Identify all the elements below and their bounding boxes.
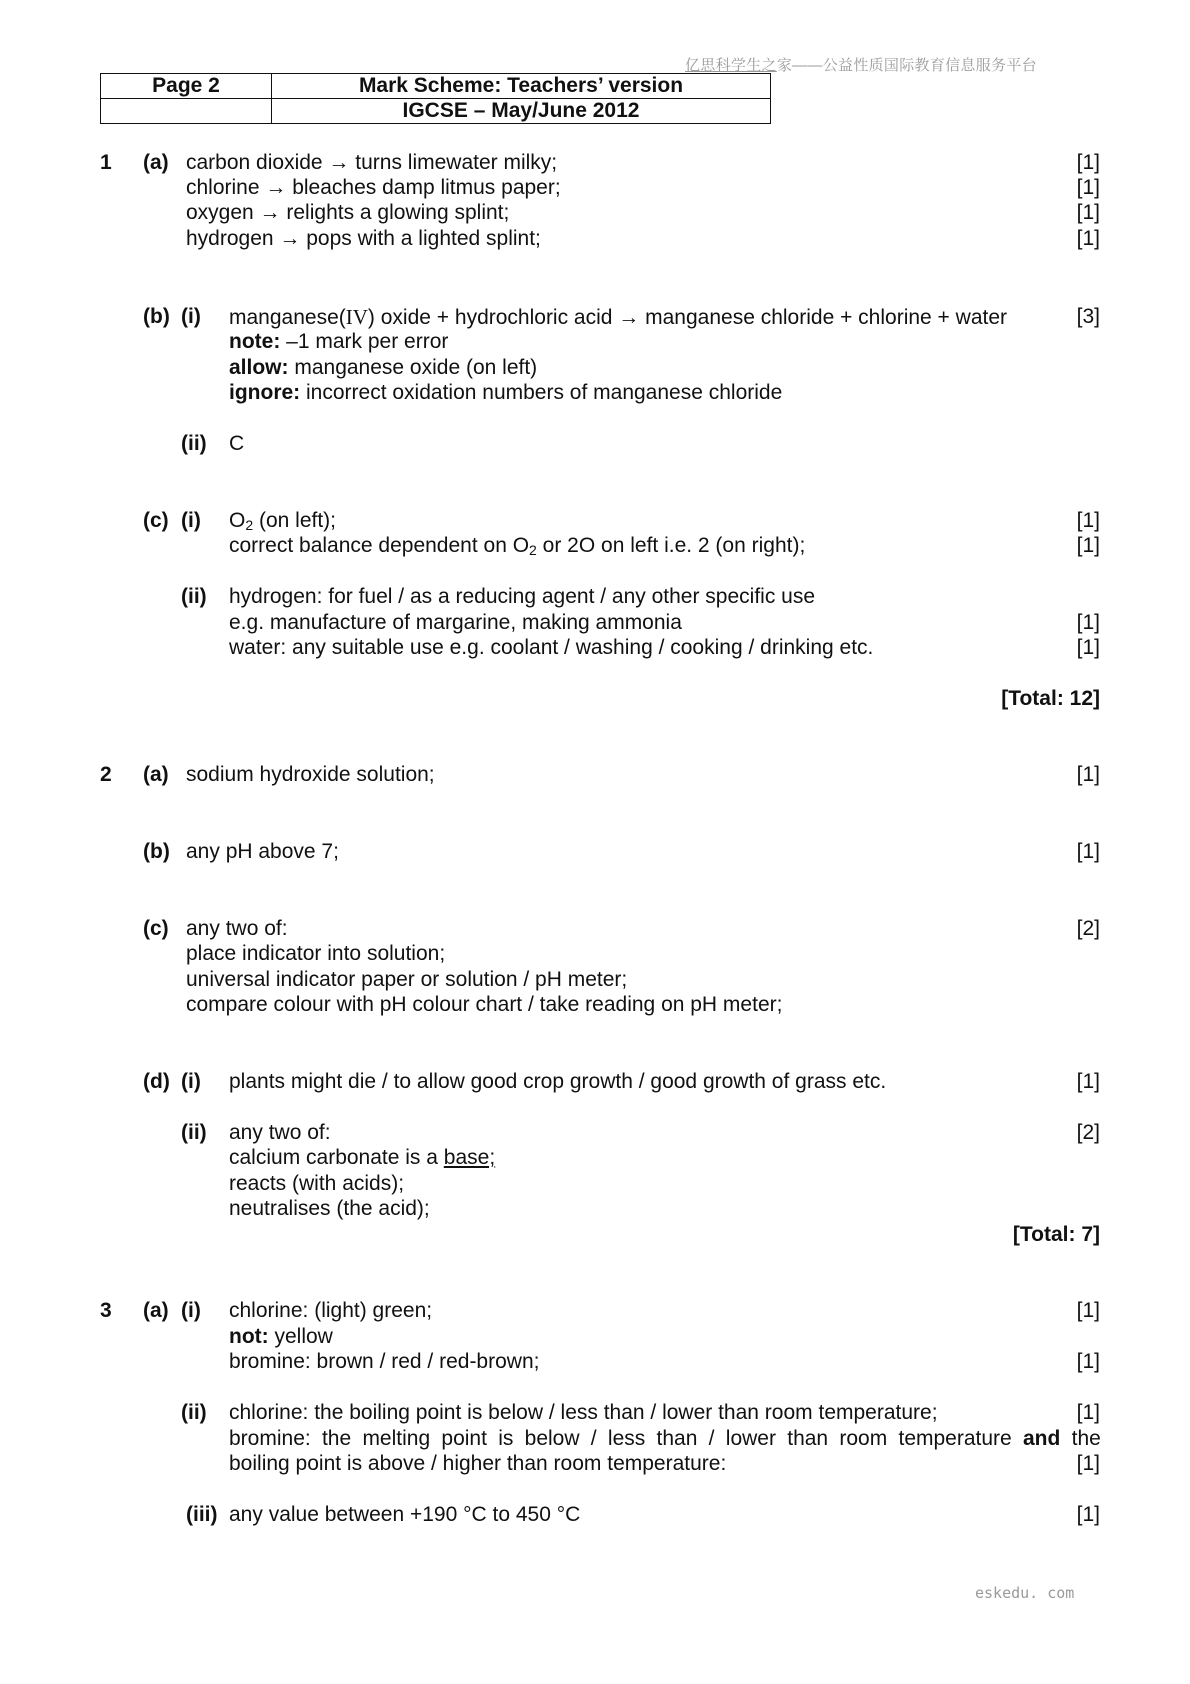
q1-c-label: (c) <box>143 509 169 532</box>
q1-b-i-roman: IV <box>345 305 368 329</box>
and-keyword: and <box>1023 1427 1061 1450</box>
q2-c-line-3: universal indicator paper or solution / pH meter; <box>186 968 628 991</box>
q1-b-i-allow <box>229 355 537 381</box>
q1-b-i-ignore <box>229 380 782 406</box>
q1-number: 1 <box>100 151 112 174</box>
q3-a-ii-mark-1: [1] <box>1076 1401 1100 1424</box>
q3-a-ii-line-2-word: room <box>839 1427 888 1450</box>
header-title: Mark Scheme: Teachers’ version <box>272 74 771 99</box>
q2-d-ii-line-1: any two of: <box>229 1121 331 1144</box>
q1-c-ii-line-3: water: any suitable use e.g. coolant / washing / cooking / drinking etc. <box>229 636 874 659</box>
q3-a-iii-text: any value between +190 °C to 450 °C <box>229 1503 581 1526</box>
q1-b-ii-text: C <box>229 432 245 455</box>
q1-c-i-l2b: or 2O on left i.e. 2 (on right); <box>536 534 806 557</box>
q2-d-label: (d) <box>143 1070 170 1093</box>
q3-a-ii-line-2-word: point <box>441 1427 487 1450</box>
q2-d-ii-line-2 <box>229 1145 495 1171</box>
q2-d-ii-underlined-base: base; <box>443 1146 496 1169</box>
header-exam: IGCSE – May/June 2012 <box>272 99 771 124</box>
note-text: –1 mark per error <box>280 330 449 353</box>
q1-b-i-line-1a: manganese( <box>229 306 346 329</box>
q3-a-ii-line-2-word: / <box>708 1427 715 1450</box>
q1-c-ii-line-2: e.g. manufacture of margarine, making ammonia <box>229 611 682 634</box>
q1-c-ii-mark-2: [1] <box>1076 611 1100 634</box>
header-table <box>100 73 771 124</box>
q3-a-ii-label: (ii) <box>181 1401 207 1424</box>
q2-d-i-mark: [1] <box>1076 1070 1100 1093</box>
q2-d-ii-mark: [2] <box>1076 1121 1100 1144</box>
q1-b-i-line-1 <box>229 304 1007 330</box>
q2-a-text: sodium hydroxide solution; <box>186 763 435 786</box>
allow-keyword: allow: <box>229 356 289 379</box>
q2-total: [Total: 7] <box>1012 1223 1100 1246</box>
q3-a-ii-line-2-word: than <box>656 1427 698 1450</box>
q3-a-ii-line-2-word: temperature <box>898 1427 1012 1450</box>
q1-c-i-line-1 <box>229 508 336 534</box>
q2-b-label: (b) <box>143 840 170 863</box>
q3-a-ii-line-2-word: / <box>590 1427 597 1450</box>
q3-a-ii-line-2-end: the <box>1071 1427 1101 1450</box>
q3-a-ii-line-2-word: below <box>524 1427 580 1450</box>
q2-d-i-text: plants might die / to allow good crop growth / good growth of grass etc. <box>229 1070 887 1093</box>
q2-c-line-1: any two of: <box>186 917 288 940</box>
q1-c-i-mark-1: [1] <box>1076 509 1100 532</box>
q3-a-ii-line-3: boiling point is above / higher than room temperature: <box>229 1452 727 1475</box>
q1-b-label: (b) <box>143 305 170 328</box>
header-empty-cell <box>101 99 272 124</box>
q1-a-line-1: carbon dioxide → turns limewater milky; <box>186 151 558 174</box>
q1-c-i-l1a: O <box>229 509 246 532</box>
q3-a-ii-line-1: chlorine: the boiling point is below / less than / lower than room temperature; <box>229 1401 938 1424</box>
q2-a-label: (a) <box>143 763 169 786</box>
q3-a-ii-line-2 <box>229 1426 1101 1452</box>
q2-c-label: (c) <box>143 917 169 940</box>
q3-a-ii-line-2-word: than <box>787 1427 829 1450</box>
q1-c-i-label: (i) <box>181 509 201 532</box>
watermark-rest: 家——公益性质国际教育信息服务平台 <box>776 57 1037 74</box>
q1-c-ii-line-1: hydrogen: for fuel / as a reducing agent / any other specific use <box>229 585 816 608</box>
q1-a-line-2: chlorine → bleaches damp litmus paper; <box>186 176 561 199</box>
q3-a-iii-label: (iii) <box>186 1503 218 1526</box>
q3-a-i-not <box>229 1324 333 1350</box>
note-keyword: note: <box>229 330 281 353</box>
q3-a-i-mark-1: [1] <box>1076 1299 1100 1322</box>
watermark <box>685 54 1037 75</box>
q3-a-i-line-3: bromine: brown / red / red-brown; <box>229 1350 540 1373</box>
q3-a-ii-mark-3: [1] <box>1076 1452 1100 1475</box>
footer-site: eskedu. com <box>975 1584 1075 1602</box>
q2-d-ii-line-3: reacts (with acids); <box>229 1172 405 1195</box>
q3-a-ii-line-2-word: lower <box>725 1427 776 1450</box>
ignore-text: incorrect oxidation numbers of manganese chloride <box>300 381 783 404</box>
q1-a-label: (a) <box>143 151 169 174</box>
q2-d-ii-l2a: calcium carbonate is a <box>229 1146 444 1169</box>
not-text: yellow <box>268 1325 333 1348</box>
q3-a-i-label: (i) <box>181 1299 201 1322</box>
q1-b-i-label: (i) <box>181 305 201 328</box>
q1-b-i-line-1b: ) oxide + hydrochloric acid → manganese chloride + chlorine + water <box>367 306 1008 329</box>
q1-a-mark-3: [1] <box>1076 201 1100 224</box>
q2-a-mark: [1] <box>1076 763 1100 786</box>
q1-c-ii-label: (ii) <box>181 585 207 608</box>
q2-c-line-4: compare colour with pH colour chart / take reading on pH meter; <box>186 993 783 1016</box>
q2-d-i-label: (i) <box>181 1070 201 1093</box>
q2-b-mark: [1] <box>1076 840 1100 863</box>
q3-a-ii-line-2-word: bromine: <box>229 1427 311 1450</box>
q2-b-text: any pH above 7; <box>186 840 339 863</box>
q1-b-i-note <box>229 329 448 355</box>
not-keyword: not: <box>229 1325 269 1348</box>
watermark-underlined: 亿思科学生之 <box>685 57 777 74</box>
q1-a-mark-1: [1] <box>1076 151 1100 174</box>
q1-b-ii-label: (ii) <box>181 432 207 455</box>
q1-a-mark-2: [1] <box>1076 176 1100 199</box>
q1-c-i-l2sub: 2 <box>529 542 537 558</box>
q1-total: [Total: 12] <box>1001 687 1100 710</box>
q3-a-label: (a) <box>143 1299 169 1322</box>
q1-c-i-l1b: (on left); <box>253 509 337 532</box>
q1-a-line-3: oxygen → relights a glowing splint; <box>186 201 510 224</box>
q1-c-i-l2a: correct balance dependent on O <box>229 534 530 557</box>
q2-d-ii-label: (ii) <box>181 1121 207 1144</box>
q2-number: 2 <box>100 763 112 786</box>
q1-a-mark-4: [1] <box>1076 227 1100 250</box>
q3-a-ii-line-2-word: less <box>607 1427 646 1450</box>
q2-c-line-2: place indicator into solution; <box>186 942 446 965</box>
q2-c-mark: [2] <box>1076 917 1100 940</box>
q3-a-ii-line-2-word: the <box>321 1427 352 1450</box>
q1-c-i-mark-2: [1] <box>1076 534 1100 557</box>
q2-d-ii-line-4: neutralises (the acid); <box>229 1197 430 1220</box>
q1-c-ii-mark-3: [1] <box>1076 636 1100 659</box>
allow-text: manganese oxide (on left) <box>288 356 538 379</box>
q3-a-i-mark-3: [1] <box>1076 1350 1100 1373</box>
q3-number: 3 <box>100 1299 112 1322</box>
q1-c-i-l1sub: 2 <box>245 517 254 533</box>
q1-c-i-line-2 <box>229 533 805 559</box>
ignore-keyword: ignore: <box>229 381 301 404</box>
header-page: Page 2 <box>101 74 272 99</box>
q1-a-line-4: hydrogen → pops with a lighted splint; <box>186 227 541 250</box>
q3-a-ii-line-2-word: melting <box>362 1427 431 1450</box>
q3-a-i-line-1: chlorine: (light) green; <box>229 1299 433 1322</box>
q3-a-iii-mark: [1] <box>1076 1503 1100 1526</box>
q3-a-ii-line-2-word: is <box>498 1427 514 1450</box>
q1-b-i-mark: [3] <box>1076 305 1100 328</box>
